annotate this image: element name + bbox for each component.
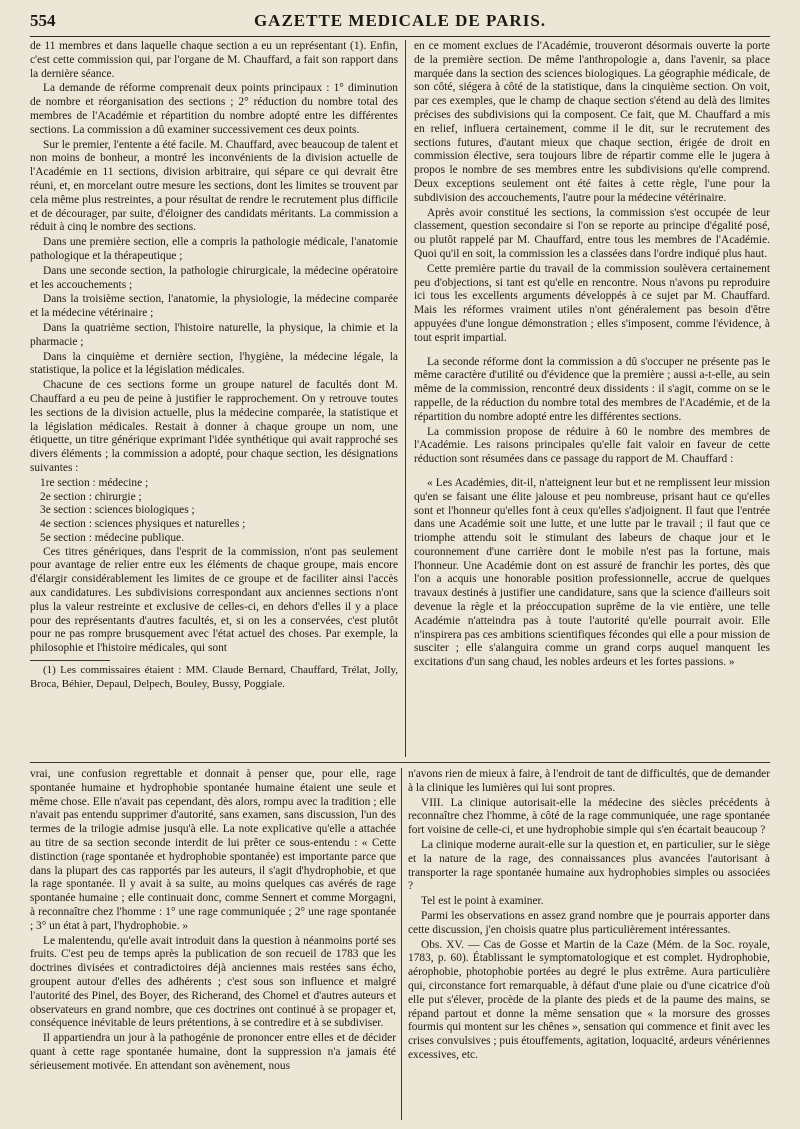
page-header [30, 8, 770, 34]
paragraph: Cette première partie du travail de la commission soulèvera certainement peu d'objections, si tant est qu'elle en rencontre. Nous n'avons pu reproduire ici tous les excellents arguments développés à ce sujet par M. Chauffard. Mais les réformes vraiment utiles n'ont généralement pas besoin d'être appuyées d'une longue démonstration ; elles s'imposent, comme l'évidence, à tout esprit impartial. [414, 262, 770, 344]
paragraph: La demande de réforme comprenait deux points principaux : 1° diminution de nombre et réorganisation des sections ; 2° réduction du nombre total des membres de l'Académie et répartition du nombre adopté entre les différentes sections. La commission a dû examiner successivement ces deux points. [30, 82, 398, 136]
paragraph: Chacune de ces sections forme un groupe naturel de facultés dont M. Chauffard a eu peu de peine à justifier le rapprochement. On y retrouve toutes les sections de la division actuelle, plus la médecine comparée, la statistique et la législation médicales. Restait à donner à chaque groupe un nom, une étiquette, un titre générique exprimant l'idée synthétique qui avait rapproché ses divers éléments ; la commission a adopté, pour chaque section, les désignations suivantes : [30, 379, 398, 474]
section-list-item: 5e section : médecine publique. [40, 531, 184, 544]
column-bottom-left [30, 768, 396, 1120]
paragraph: La commission propose de réduire à 60 le nombre des membres de l'Académie. Les raisons principales qu'elle fait valoir en faveur de cette réduction sont résumées dans ce passage du rapport de M. Chauffard : [414, 425, 770, 466]
column-top-right [414, 40, 770, 757]
paragraph: en ce moment exclues de l'Académie, trouveront désormais ouverte la porte de la première section. De même l'anthropologie a, dans l'avenir, sa place marquée dans la section des sciences biologiques. La géographie médicale, de son côté, siégera à côté de la statistique, dans la cinquième section. On voit, par ces exemples, que le champ de chaque section s'étend au delà des limites précises des subdivisions qui la composent. Ce fait, que M. Chauffard a mis en relief, influera certainement, comme il le dit, sur le recrutement des sections futures, d'autant mieux que chaque section, érigée de droit en commission élective, sera toujours libre de répartir comme elle le jugera à propos le nombre de ses membres entre les subdivisions qu'elle comprend. Deux exceptions seulement ont été faites à cette règle, l'une pour la subdivision des accouchements, l'autre pour la médecine vétérinaire. [414, 40, 770, 204]
paragraph: vrai, une confusion regrettable et donnait à penser que, pour elle, rage spontanée humaine et hydrophobie spontanée humaine étaient une seule et même chose. Elle n'avait pas cependant, dès alors, rompu avec la tradition ; elle n'avait pas entendu supprimer d'autorité, sans examen, sans discussion, l'un des termes de la trilogie admise jusqu'à elle. La note explicative qu'elle a attachée au titre de sa section seconde interdit de lui prêter ce sous-entendu : « Cette distinction (rage spontanée et hydrophobie spontanée) est importante parce que dans la plupart des cas rapportés par les auteurs, il s'agit d'hydrophobie, et que la rage spontanée. Il y avait à sa suite, au moins quelques cas avérés de rage spontanée humaine ; elle continuait donc, comme Sennert et comme Morgagni, à reconnaître chez l'homme : 1° une rage communiquée ; 2° une rage spontanée ; 3° un état à part, l'hydrophobie. » [30, 768, 396, 932]
paragraph: La clinique moderne aurait-elle sur la question et, en particulier, sur le siège et la nature de la rage, des connaissances plus avancées l'autorisant à transporter la rage spontanée humaine aux hydrophobies simples ou associées ? [408, 838, 770, 893]
paragraph: Après avoir constitué les sections, la commission s'est occupée de leur classement, question secondaire si l'on se reporte au principe d'égalité posé, ou plutôt rappelé par M. Chauffard, entre tous les membres de l'Académie. Quoi qu'il en soit, la commission les a classées dans l'ordre indiqué plus haut. [414, 206, 770, 260]
paragraph: La seconde réforme dont la commission a dû s'occuper ne présente pas le même caractère d'utilité ou d'évidence que la première ; aussi a-t-elle, au sein même de la commission, rencontré deux dissidents : il s'agit, comme on se le rappelle, de la réduction du nombre total des membres de l'Académie, et de la répartition du nombre adopté entre les différentes sections. [414, 355, 770, 423]
paragraph: Dans la troisième section, l'anatomie, la physiologie, la médecine comparée et la médecine vétérinaire ; [30, 293, 398, 320]
paragraph: Dans une seconde section, la pathologie chirurgicale, la médecine opératoire et les accouchements ; [30, 264, 398, 291]
paragraph: VIII. La clinique autorisait-elle la médecine des siècles précédents à reconnaître chez l'homme, à côté de la rage communiquée, une rage spontanée fort voisine de celle-ci, et une hydrophobie simple qui s'en écartait beaucoup ? [408, 796, 770, 837]
section-list-item: 3e section : sciences biologiques ; [40, 504, 195, 517]
section-list-item: 2e section : chirurgie ; [40, 490, 142, 503]
paragraph: Sur le premier, l'entente a été facile. M. Chauffard, avec beaucoup de talent et non moins de bonheur, a montré les inconvénients de la division actuelle de l'Académie en 11 sections, division arbitraire, qui sépare ce qui devrait être réuni, et, en morcelant outre mesure les sections, dont les limites se trouvent par cela même plus restreintes, a pour résultat de rendre le recrutement plus difficile et de décourager, par suite, d'éloigner des candidats méritants. La commission a réduit à cinq le nombre des sections. [30, 138, 398, 234]
paragraph: Le malentendu, qu'elle avait introduit dans la question à néanmoins porté ses fruits. C'est peu de temps après la publication de son recueil de 1783 que les doctrines divisées et contradictoires déjà anciennes mais restées sans écho, groupent autour d'elles des adhérents ; c'est sous son influence et malgré l'autorité des Pinel, des Boyer, des Richerand, des Chomel et d'autres auteurs et observateurs en grand nombre, que ces doctrines ont continué à se propager et, conséquence inévitable de leurs prétentions, à se contredire et à se subdiviser. [30, 934, 396, 1030]
quotation: « Les Académies, dit-il, n'atteignent leur but et ne remplissent leur mission qu'en se faisant une élite jalouse et peu nombreuse, prisant haut ce qu'elles sont et l'honneur qu'elles font à ceux qu'elles s'adjoignent. Il faut que l'entrée dans une Académie soit une lutte, et une lutte par le travail ; il faut que ce triomphe attendu soit le stimulant des labeurs de chaque jour et le couronnement d'une carrière dont le mobile n'est pas la fortune, mais l'honneur. Une Académie dont on est assuré de franchir les portes, dès que l'on a acquis une honorable position professionnelle, accrue de quelques travaux destinés à justifier une candidature, sans que la science d'ailleurs soit devenue la règle et la préoccupation suprême de la vie entière, une telle Académie n'atteindra pas à toute l'autorité qu'elle pourrait avoir. Elle n'inspirera pas ces ambitions scientifiques fécondes qui elle a pour mission de susciter ; elle s'alanguira comme un grand corps auquel manquent les excitations d'un sang chaud, les nobles ardeurs et les fortes passions. » [414, 476, 770, 669]
section-list-item: 4e section : sciences physiques et naturelles ; [40, 518, 246, 531]
paragraph: Dans la quatrième section, l'histoire naturelle, la physique, la chimie et la pharmacie ; [30, 321, 398, 348]
header-rule [30, 36, 770, 37]
paragraph: Tel est le point à examiner. [421, 895, 544, 908]
paragraph: de 11 membres et dans laquelle chaque section a eu un représentant (1). Enfin, c'est cette commission qui, par l'organe de M. Chauffard, a fait son rapport dans la dernière séance. [30, 40, 398, 80]
paragraph: Parmi les observations en assez grand nombre que je pourrais apporter dans cette discussion, j'en choisis quatre plus particulièrement intéressantes. [408, 909, 770, 936]
column-divider-bottom [401, 768, 402, 1120]
paragraph: Dans une première section, elle a compris la pathologie médicale, l'anatomie pathologique et la thérapeutique ; [30, 236, 398, 262]
section-list-item: 1re section : médecine ; [40, 476, 149, 489]
column-top-left [30, 40, 398, 757]
paragraph: n'avons rien de mieux à faire, à l'endroit de tant de difficultés, que de demander à la clinique les lumières qui lui sont propres. [408, 768, 770, 794]
observation: Obs. XV. — Cas de Gosse et Martin de la Caze (Mém. de la Soc. royale, 1783, p. 60). Établissant le symptomatologique et est complet. Hydrophobie, aérophobie, photophobie portées au degré le plus extrême. Aura particulière qui, circonstance fort remarquable, à défaut d'une plaie ou d'une cicatrice d'où elle put s'élever, procède de la plante des pieds et de la paume des mains, se répand partout et donne la même sensation que « la morsure des grosses fourmis qui montent sur les chênes », sensation qui commence et finit avec les crises convulsives ; puis étouffements, agitation, loquacité, ardeurs vénériennes excessives, etc. [408, 938, 770, 1061]
section-rule [30, 762, 770, 763]
paragraph: Dans la cinquième et dernière section, l'hygiène, la médecine légale, la statistique, la police et la législation médicales. [30, 350, 398, 377]
column-divider-top [405, 40, 406, 757]
paragraph: Ces titres génériques, dans l'esprit de la commission, n'ont pas seulement pour avantage de relier entre eux les éléments de chaque groupe, mais encore d'élargir considérablement les limites de ce groupe et de faciliter ainsi l'accès aux candidatures. Les subdivisions correspondant aux anciennes sections n'ont plus la valeur restreinte et exclusive de celles-ci, en dehors d'elles il y a place pour des représentants d'autres facultés, et, si on les a conservées, c'est plutôt pour ne pas rompre brusquement avec l'état actuel des choses. Par exemple, la philosophie et l'histoire médicales, qui sont [30, 545, 398, 655]
footnote-rule [30, 660, 110, 661]
footnote: (1) Les commissaires étaient : MM. Claude Bernard, Chauffard, Trélat, Jolly, Broca, Béhier, Depaul, Delpech, Bouley, Bussy, Poggiale. [30, 664, 398, 690]
column-bottom-right [408, 768, 770, 1120]
journal-title: GAZETTE MEDICALE DE PARIS. [253, 11, 547, 30]
page-number: 554 [30, 11, 56, 30]
paragraph: Il appartiendra un jour à la pathogénie de prononcer entre elles et de décider quant à cette rage spontanée humaine, dont la suppression n'a jamais été sérieusement motivée. En attendant son avènement, nous [30, 1032, 396, 1072]
